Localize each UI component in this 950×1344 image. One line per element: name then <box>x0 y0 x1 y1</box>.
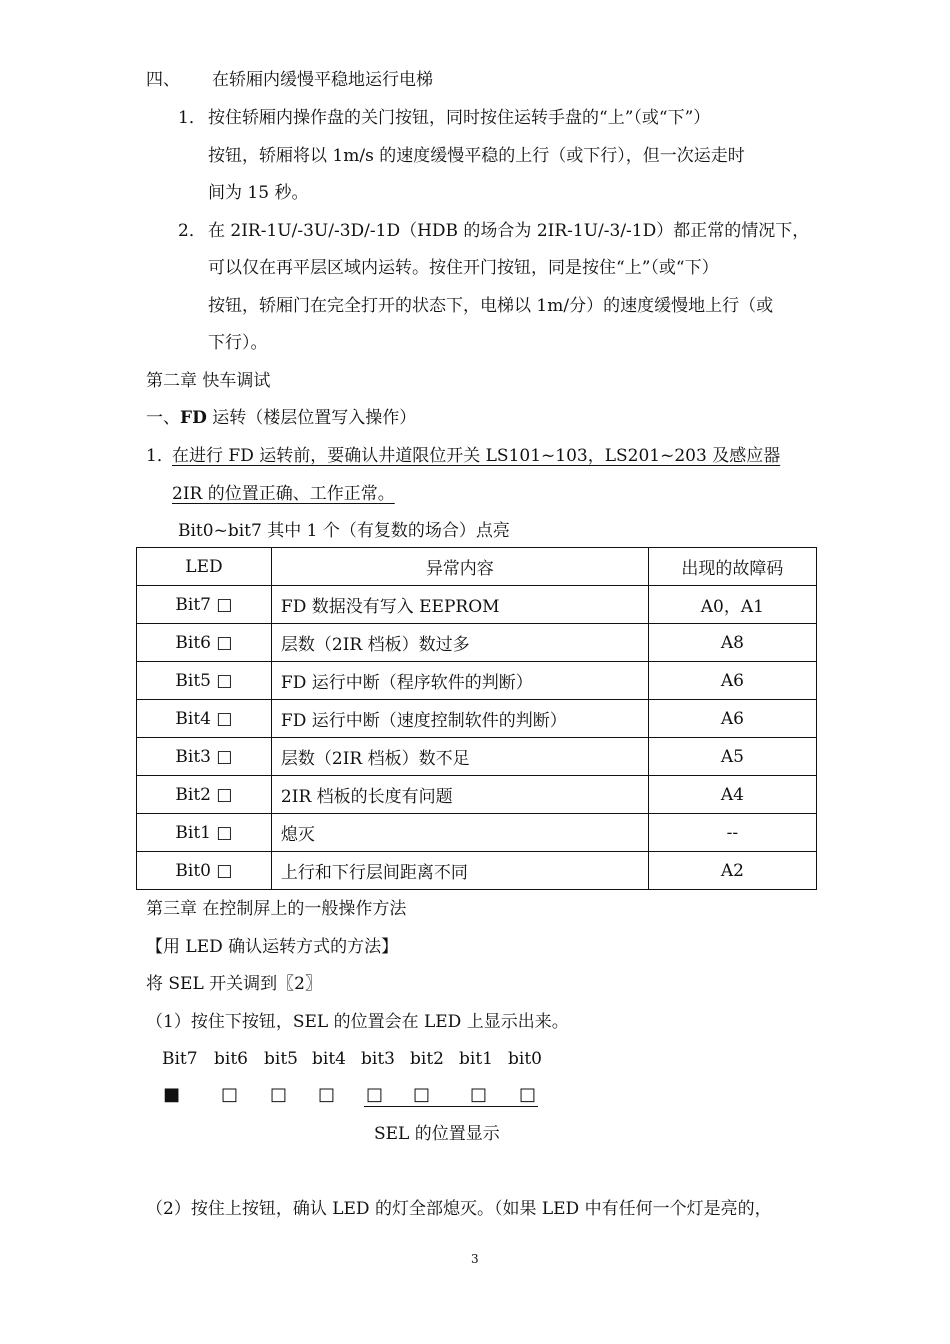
section-4-number: 四、 <box>146 70 180 90</box>
led-indicator: □ <box>519 1084 537 1105</box>
led-underline <box>364 1106 538 1107</box>
table-row <box>137 624 817 662</box>
subheading-prefix: 一、 <box>146 408 180 428</box>
row-led: Bit5 □ <box>137 662 272 700</box>
row-code: A6 <box>648 700 816 738</box>
row-description: FD 运行中断（程序软件的判断） <box>271 662 648 700</box>
led-indicator: □ <box>470 1084 488 1105</box>
bit-label: bit3 <box>361 1049 395 1069</box>
row-code: A4 <box>648 776 816 814</box>
row-led: Bit3 □ <box>137 738 272 776</box>
row-code: A8 <box>648 624 816 662</box>
led-method-heading: 【用 LED 确认运转方式的方法】 <box>146 937 399 957</box>
row-description: 上行和下行层间距离不同 <box>271 852 648 890</box>
row-description: FD 数据没有写入 EEPROM <box>271 586 648 624</box>
bit-note: Bit0~bit7 其中 1 个（有复数的场合）点亮 <box>178 521 510 541</box>
table-row <box>137 776 817 814</box>
item-1-line-1: 按住轿厢内操作盘的关门按钮，同时按住运转手盘的“上”（或“下”） <box>208 108 711 128</box>
bit-label: bit5 <box>264 1049 298 1069</box>
row-led: Bit1 □ <box>137 814 272 852</box>
table-header-row <box>137 548 817 586</box>
item-2-line-2: 可以仅在再平层区域内运转。按住开门按钮，同是按住“上”（或“下） <box>208 258 719 278</box>
table-row <box>137 700 817 738</box>
row-code: A5 <box>648 738 816 776</box>
page-number: 3 <box>471 1252 479 1266</box>
item-1-line-2: 按钮，轿厢将以 1m/s 的速度缓慢平稳的上行（或下行），但一次运走时 <box>208 146 745 166</box>
step-1: （1）按住下按钮，SEL 的位置会在 LED 上显示出来。 <box>146 1012 569 1032</box>
table-row <box>137 852 817 890</box>
subheading-bold-fd: FD <box>180 408 207 428</box>
step-2: （2）按住上按钮，确认 LED 的灯全部熄灭。（如果 LED 中有任何一个灯是亮的， <box>146 1199 772 1219</box>
row-led: Bit0 □ <box>137 852 272 890</box>
row-code: A6 <box>648 662 816 700</box>
table-row <box>137 662 817 700</box>
bit-label: Bit7 <box>162 1049 198 1069</box>
header-fault-code: 出现的故障码 <box>648 548 816 586</box>
subheading-rest: 运转（楼层位置写入操作） <box>206 408 417 428</box>
led-indicator: □ <box>318 1084 336 1105</box>
sel-position-caption: SEL 的位置显示 <box>374 1124 500 1144</box>
led-indicator-row <box>163 1084 563 1106</box>
bit-label: bit6 <box>214 1049 248 1069</box>
bit-label: bit2 <box>410 1049 444 1069</box>
row-description: 层数（2IR 档板）数不足 <box>271 738 648 776</box>
row-led: Bit7 □ <box>137 586 272 624</box>
row-description: 2IR 档板的长度有问题 <box>271 776 648 814</box>
item-1-number: 1． <box>178 108 206 128</box>
section-4-heading: 在轿厢内缓慢平稳地运行电梯 <box>212 70 433 90</box>
item-1-line-3: 间为 15 秒。 <box>208 183 309 203</box>
fault-code-table <box>136 547 817 890</box>
row-description: 层数（2IR 档板）数过多 <box>271 624 648 662</box>
item-2-line-1: 在 2IR-1U/-3U/-3D/-1D（HDB 的场合为 2IR-1U/-3/-1D）都正常的情况下， <box>208 221 810 241</box>
item-2-line-3: 按钮，轿厢门在完全打开的状态下，电梯以 1m/分）的速度缓慢地上行（或 <box>208 296 774 316</box>
chapter-3-title: 第三章 在控制屏上的一般操作方法 <box>146 899 407 919</box>
item-2-number: 2． <box>178 221 206 241</box>
led-indicator: □ <box>413 1084 431 1105</box>
table-row <box>137 814 817 852</box>
row-code: A2 <box>648 852 816 890</box>
row-led: Bit2 □ <box>137 776 272 814</box>
led-indicator: □ <box>221 1084 239 1105</box>
chapter-2-subheading <box>146 408 416 428</box>
chapter-2-title: 第二章 快车调试 <box>146 371 271 391</box>
sel-switch-instruction: 将 SEL 开关调到〖2〗 <box>146 974 322 994</box>
led-indicator-on: ■ <box>163 1084 181 1105</box>
row-code: A0，A1 <box>648 586 816 624</box>
chapter-2-item-1-line-2: 2IR 的位置正确、工作正常。 <box>172 484 395 504</box>
row-description: 熄灭 <box>271 814 648 852</box>
item-2-line-4: 下行）。 <box>208 333 268 353</box>
led-indicator: □ <box>366 1084 384 1105</box>
header-description: 异常内容 <box>271 548 648 586</box>
row-description: FD 运行中断（速度控制软件的判断） <box>271 700 648 738</box>
row-code: -- <box>648 814 816 852</box>
bit-label: bit0 <box>508 1049 542 1069</box>
table-row <box>137 586 817 624</box>
led-indicator: □ <box>270 1084 288 1105</box>
bit-label: bit1 <box>459 1049 493 1069</box>
header-led: LED <box>137 548 272 586</box>
row-led: Bit6 □ <box>137 624 272 662</box>
row-led: Bit4 □ <box>137 700 272 738</box>
bit-label: bit4 <box>312 1049 346 1069</box>
table-row <box>137 738 817 776</box>
chapter-2-item-1-number: 1． <box>146 446 174 466</box>
chapter-2-item-1-line-1: 在进行 FD 运转前，要确认井道限位开关 LS101~103，LS201~203 及感应器 <box>172 446 781 466</box>
